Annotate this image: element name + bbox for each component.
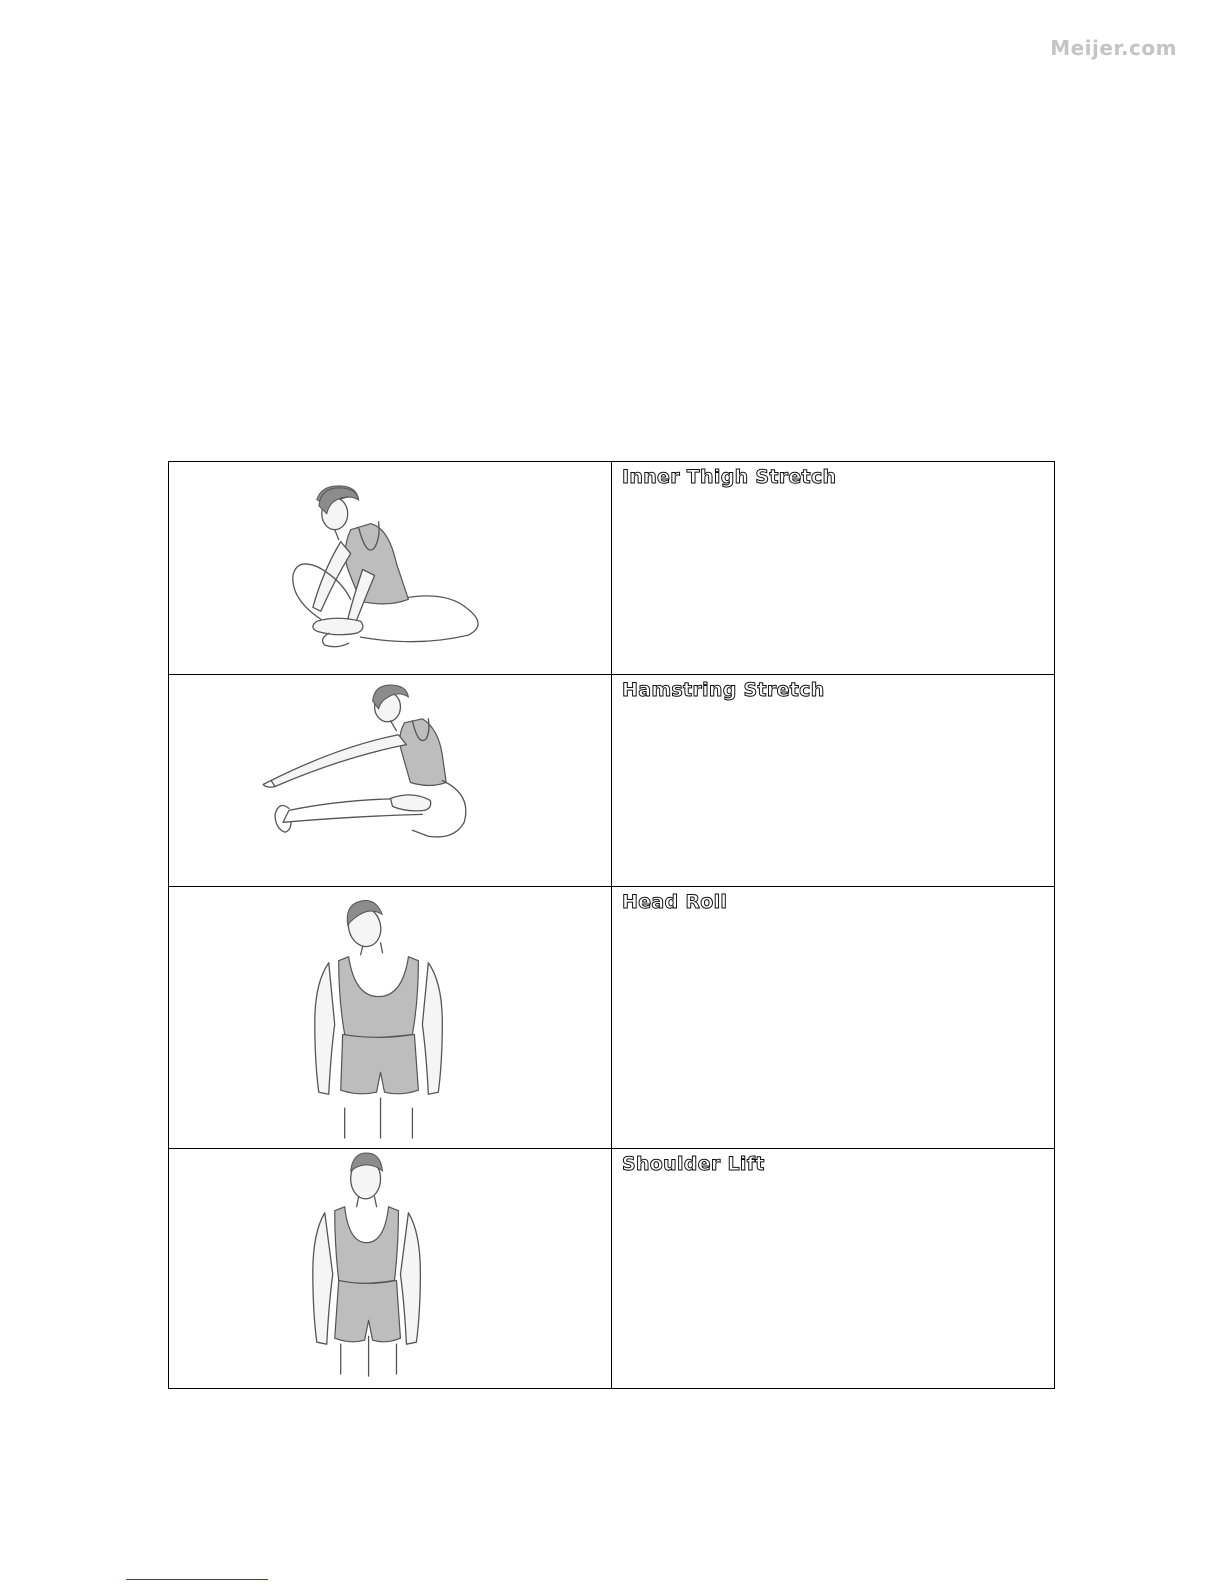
stretch-table [168,461,1055,1389]
stretch-label-cell [612,462,1055,675]
figure-cell [169,1149,612,1389]
footer-link-underline [126,1579,268,1580]
figure-cell [169,462,612,675]
table-row [169,462,1055,675]
table-row [169,675,1055,887]
stretch-label-cell [612,1149,1055,1389]
figure-cell [169,887,612,1149]
stretch-title: Head Roll [622,891,728,913]
standing-head-tilt-figure-icon [169,887,611,1148]
figure-cell [169,675,612,887]
table-row [169,1149,1055,1389]
stretch-label-cell [612,675,1055,887]
seated-hamstring-reach-figure-icon [169,675,611,886]
seated-butterfly-stretch-figure-icon [169,462,611,674]
stretch-title: Hamstring Stretch [622,679,825,701]
standing-shoulder-shrug-figure-icon [169,1149,611,1388]
table-row [169,887,1055,1149]
stretch-title: Inner Thigh Stretch [622,466,837,488]
stretch-title: Shoulder Lift [622,1153,765,1175]
stretch-label-cell [612,887,1055,1149]
site-watermark: Meijer.com [1050,36,1177,60]
